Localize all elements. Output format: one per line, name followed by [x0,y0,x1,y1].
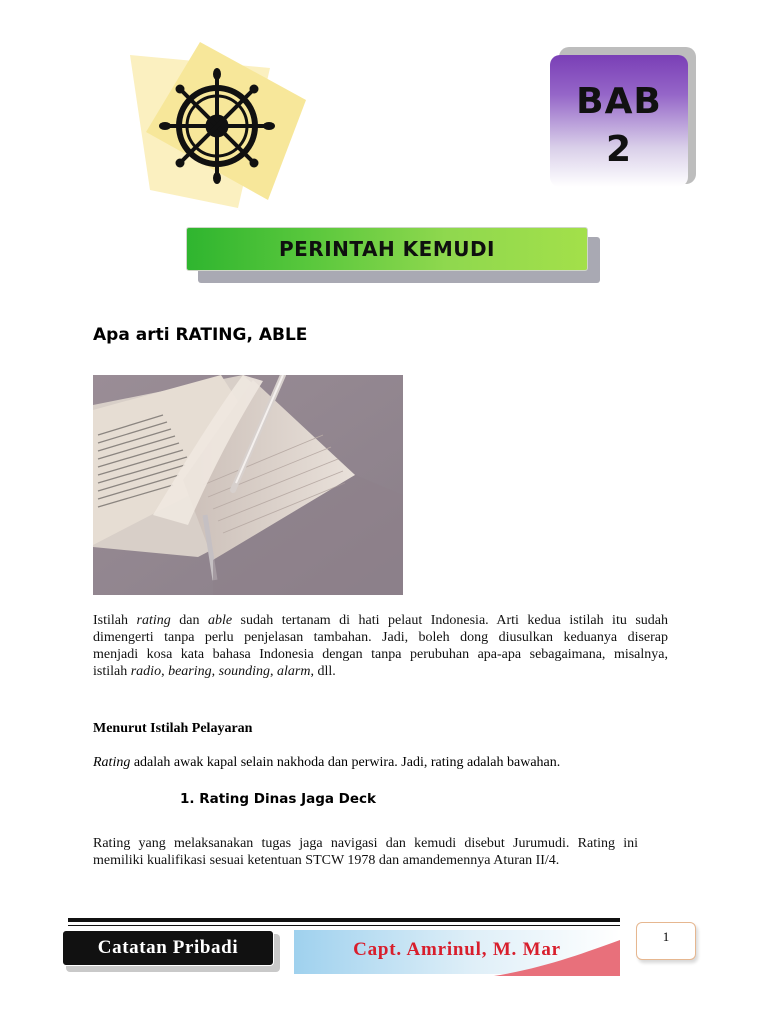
section-heading: Apa arti RATING, ABLE [93,325,308,345]
footer-label: Catatan Pribadi [97,937,239,958]
intro-line-4: istilah radio, bearing, sounding, alarm, dll. [93,664,336,679]
chapter-label [550,78,688,174]
footer-rule-thick [68,918,620,922]
rating-paragraph [93,835,638,869]
intro-line-1: Istilah rating dan able sudah tertanam di hati pelaut Indonesia. Arti kedua istilah itu sudah [93,613,668,628]
footer-rule-thin [68,925,620,926]
intro-line-3: menjadi kosa kata bahasa Indonesia dengan tanpa perubuhan apa-apa sebagaimana, misalnya, [93,647,668,662]
book-and-pen-photo [93,375,403,595]
rating-line-1: Rating yang melaksanakan tugas jaga navigasi dan kemudi disebut Jurumudi. Rating ini [93,836,638,851]
author-name: Capt. Amrinul, M. Mar [353,939,561,960]
rating-definition: Rating adalah awak kapal selain nakhoda dan perwira. Jadi, rating adalah bawahan. [93,755,561,770]
bab-number: 2 [605,129,633,170]
intro-line-2: dimengerti tanpa perlu penjelasan tambahan. Jadi, boleh dong diusulkan keduanya diserap [93,630,668,645]
subsection-heading: Menurut Istilah Pelayaran [93,721,253,736]
numbered-heading: 1. Rating Dinas Jaga Deck [180,791,377,807]
ship-wheel-logo [120,40,310,210]
page-number: 1 [662,929,670,944]
bab-label: BAB [576,81,662,122]
chapter-title: PERINTAH KEMUDI [278,237,495,261]
rating-line-2: memiliki kualifikasi sesuai ketentuan STCW 1978 dan amandemennya Aturan II/4. [93,853,560,868]
intro-paragraph [93,612,668,680]
